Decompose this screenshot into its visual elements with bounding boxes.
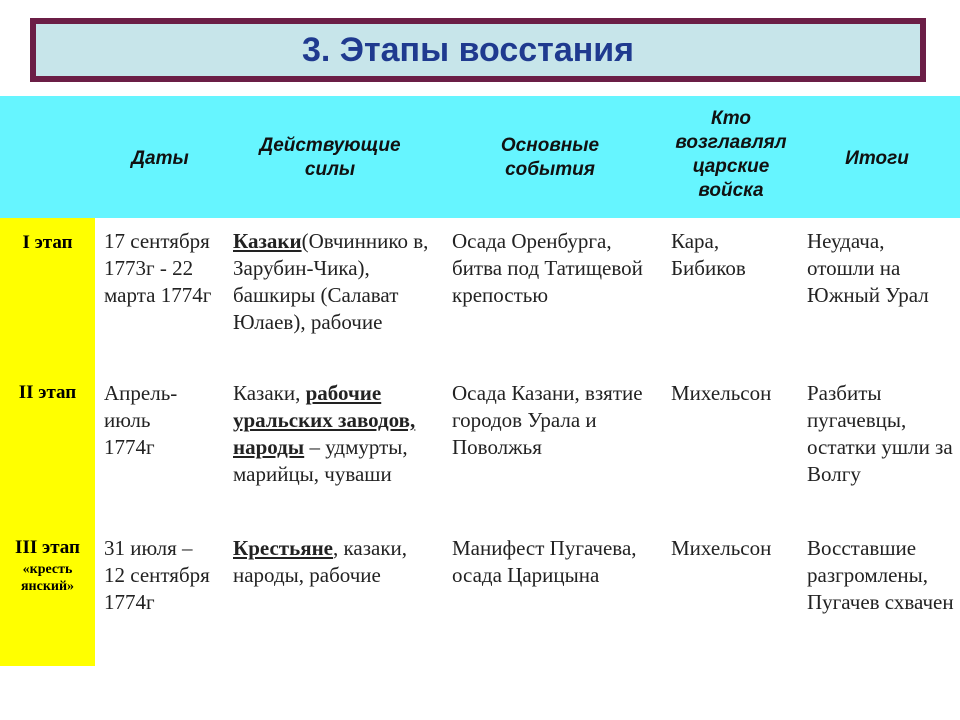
row1-forces-highlight: Казаки [233, 229, 302, 253]
row1-results: Неудача, отошли на Южный Урал [807, 229, 929, 307]
stage-label: I этап [22, 232, 73, 253]
row1-commanders: Кара, Бибиков [671, 229, 746, 280]
row3-results: Восставшие разгромлены, Пугачев схвачен [807, 536, 954, 614]
row1-forces [233, 228, 438, 336]
row3-forces-rest: , казаки, народы, рабочие [233, 536, 408, 587]
row1-dates: 17 сентября 1773г - 22 марта 1774г [104, 229, 212, 307]
row2-events: Осада Казани, взятие городов Урала и Поволжья [452, 381, 643, 459]
row2-commanders: Михельсон [671, 381, 772, 405]
row3-stage-label: III этап [15, 537, 80, 558]
row2-dates: Апрель- июль 1774г [104, 381, 178, 459]
page-title: 3. Этапы восстания [302, 30, 634, 69]
stage-label: II этап [18, 382, 77, 403]
header-events: Основные события [500, 135, 600, 180]
header-forces: Действующие силы [259, 135, 401, 180]
stage-label [0, 537, 95, 595]
row2-forces-pre: Казаки, [233, 381, 306, 405]
header-commanders: Кто возглавлял царские войска [675, 108, 787, 201]
row1-forces-rest: (Овчиннико в, Зарубин-Чика), башкиры (Салават Юлаев), рабочие [233, 229, 429, 334]
header-results: Итоги [845, 148, 909, 169]
row2-forces-rest: – удмурты, марийцы, чуваши [233, 435, 408, 486]
row2-forces-highlight: рабочие уральских заводов, народы [233, 381, 416, 459]
header-dates: Даты [131, 148, 189, 169]
row2-results: Разбиты пугачевцы, остатки ушли за Волгу [807, 381, 953, 486]
row3-dates: 31 июля – 12 сентября 1774г [104, 536, 210, 614]
row3-stage-sub: «кресть янский» [20, 562, 75, 594]
row3-commanders: Михельсон [671, 536, 772, 560]
row3-forces [233, 535, 438, 589]
title-banner [30, 18, 926, 82]
row2-forces [233, 380, 438, 488]
row1-events: Осада Оренбурга, битва под Татищевой крепостью [452, 229, 643, 307]
row3-forces-highlight: Крестьяне [233, 536, 334, 560]
stage-column [0, 218, 95, 666]
row3-events: Манифест Пугачева, осада Царицына [452, 536, 637, 587]
